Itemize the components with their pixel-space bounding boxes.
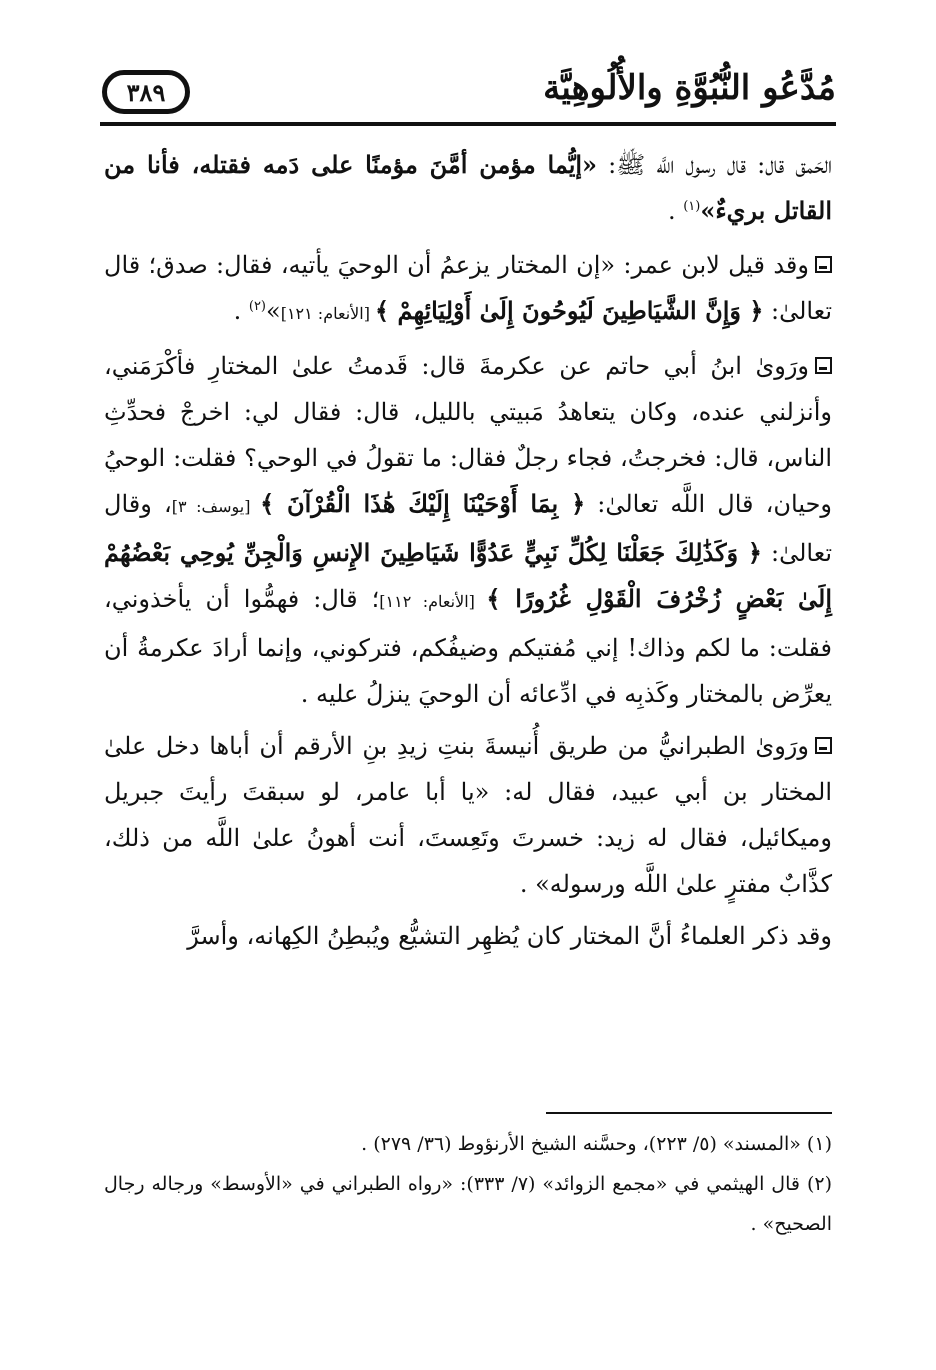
- paragraph-3-end: ؛ قال: فهمُّوا أن يأخذوني، فقلت: ما لكم وذاك! إني مُفتيكم وضيفُكم، فتركوني، وإنما أرادَ عكرمةُ أن يعرِّض بالمختار وكَذبِه في ادِّعائه أن الوحيَ ينزلُ عليه .: [104, 585, 832, 708]
- hadith-text: «إيُّما مؤمن أمَّنَ مؤمنًا على دَمه فقتله، فأنا من القاتل بريءٌ»: [104, 150, 832, 225]
- paragraph-1-start: الحَمق قال: قال رسول اللَّه ﷺ:: [597, 151, 832, 179]
- paragraph-4: [104, 723, 832, 907]
- footnote-divider: [546, 1112, 832, 1114]
- verse-reference: [يوسف: ٣]: [171, 497, 261, 516]
- paragraph-bullet-icon: [815, 357, 832, 374]
- paragraph-2-start: وقد قيل لابن عمر: «إن المختار يزعمُ أن الوحيَ يأتيه، فقال: صدق؛ قال تعالىٰ:: [104, 251, 832, 325]
- header-divider: [100, 122, 836, 126]
- quran-verse: ﴿ بِمَا أَوْحَيْنَا إِلَيْكَ هَٰذَا الْقُرْآنَ ﴾: [260, 489, 586, 518]
- paragraph-5: [104, 913, 832, 959]
- running-title: مُدَّعُو النُّبُوَّةِ والأُلُوهِيَّة: [543, 68, 836, 108]
- paragraph-1: [104, 142, 832, 234]
- verse-reference: [الأنعام: ١٢١]: [280, 304, 376, 323]
- paragraph-3-mid: ، وقال تعالىٰ:: [104, 490, 833, 567]
- page-number-badge: ٣٨٩: [102, 70, 190, 114]
- footnote-marker-1[interactable]: (١): [683, 199, 701, 214]
- quran-verse: ﴿ وَإِنَّ الشَّيَاطِينَ لَيُوحُونَ إِلَىٰ أَوْلِيَائِهِمْ ﴾: [375, 296, 764, 325]
- footnote-2: (٢) قال الهيثمي في «مجمع الزوائد» (٧/ ٣٣٣): «رواه الطبراني في «الأوسط» ورجاله رجال الصحيح» .: [104, 1173, 832, 1235]
- quran-verse: ﴿ وَكَذَٰلِكَ جَعَلْنَا لِكُلِّ نَبِيٍّ عَدُوًّا شَيَاطِينَ الإِنسِ وَالْجِنِّ يُوحِي بَعْضُهُمْ إِلَىٰ بَعْضٍ زُخْرُفَ الْقَوْلِ غُرُورًا ﴾: [104, 538, 833, 613]
- paragraph-bullet-icon: [815, 256, 832, 273]
- footnote-1: (١) «المسند» (٥/ ٢٢٣)، وحسَّنه الشيخ الأرنؤوط (٣٦/ ٢٧٩) .: [361, 1133, 832, 1155]
- paragraph-3-start: ورَوىٰ ابنُ أبي حاتم عن عكرمةَ قال: قَدمتُ علىٰ المختارِ فأكْرَمَني، وأنزلني عنده، وكان يتعاهدُ مَبيتي بالليل، قال: فقال لي: اخرجْ فحدِّثِ الناس، قال: فخرجتُ، فجاء رجلٌ فقال: ما تقولُ في الوحي؟ فقلت: الوحيُ وحيان، قال اللَّه تعالىٰ:: [104, 352, 833, 518]
- footnote-marker-2[interactable]: (٢): [248, 299, 266, 314]
- verse-reference: [الأنعام: ١١٢]: [379, 592, 487, 611]
- page-header: [100, 62, 836, 122]
- paragraph-2-end: .: [233, 297, 249, 325]
- footnotes: [104, 1124, 832, 1244]
- paragraph-2-close: »: [266, 297, 281, 325]
- paragraph-5-text: وقد ذكر العلماءُ أنَّ المختار كان يُظهِر التشيُّع ويُبطِنُ الكِهانه، وأسرَّ: [187, 922, 832, 950]
- paragraph-2: [104, 242, 832, 337]
- paragraph-bullet-icon: [815, 737, 832, 754]
- paragraph-4-text: ورَوىٰ الطبرانيُّ من طريق أُنيسةَ بنتِ زيدِ بنِ الأرقم أن أباها دخل علىٰ المختار بن أبي عبيد، فقال له: «يا أبا عامر، لو سبقتَ رأيتَ جبريل وميكائيل، فقال له زيد: خسرتَ وتَعِستَ، أنت أهونُ علىٰ اللَّه من ذلك، كذَّابٌ مفترٍ علىٰ اللَّه ورسوله» .: [104, 732, 832, 898]
- page-body: [104, 142, 832, 965]
- paragraph-3: [104, 343, 832, 717]
- paragraph-1-end: .: [667, 197, 684, 225]
